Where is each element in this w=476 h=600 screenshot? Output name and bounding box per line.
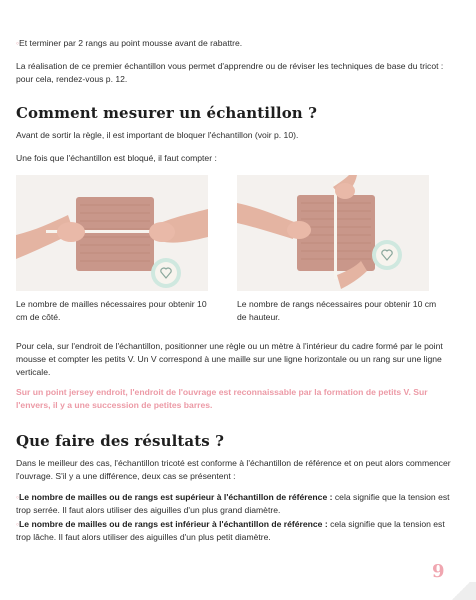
list-item: ◦Le nombre de mailles ou de rangs est supérieur à l'échantillon de référence : cela signifie que la tension est trop serrée. Il faut alors utiliser des aiguilles d'un plus grand diamètre. [16,492,450,515]
caption-left: Le nombre de mailles nécessaires pour obtenir 10 cm de côté. [16,299,207,322]
section-heading-measure: Comment mesurer un échantillon ? [16,104,318,122]
paragraph-count: Une fois que l'échantillon est bloqué, il faut compter : [16,153,217,163]
section-heading-results: Que faire des résultats ? [16,432,225,450]
tip-text: Sur un point jersey endroit, l'endroit de l'ouvrage est reconnaissable par la formation de petits V. Sur l'envers, il y a une succession de petites barres. [16,387,428,410]
list-item: ◦Le nombre de mailles ou de rangs est inférieur à l'échantillon de référence : cela signifie que la tension est trop lâche. Il faut alors utiliser des aiguilles d'un plus petit diamètre. [16,519,445,542]
intro-line: ◦Et terminer par 2 rangs au point mousse avant de rabattre. [16,38,243,48]
photo-measure-width [16,175,208,291]
paragraph-block-swatch: Avant de sortir la règle, il est important de bloquer l'échantillon (voir p. 10). [16,130,299,140]
photo-measure-height [237,175,429,291]
paragraph-method: Pour cela, sur l'endroit de l'échantillon, positionner une règle ou un mètre à l'intérieur du cadre formé par le point mousse et compter les petits V. Un V correspond à une maille sur une ligne horizontale ou un rang sur une ligne verticale. [16,341,443,377]
page-corner [446,582,476,600]
paragraph-results: Dans le meilleur des cas, l'échantillon tricoté est conforme à l'échantillon de référence et on peut alors commencer l'ouvrage. S'il y a une différence, deux cas se présentent : [16,458,451,481]
knitted-swatch-measured-vertically-photo [237,175,429,291]
intro-paragraph: La réalisation de ce premier échantillon vous permet d'apprendre ou de réviser les techniques de base du tricot : pour cela, rendez-vous p. 12. [16,61,444,84]
page-number: 9 [432,561,445,582]
knitted-swatch-measured-horizontally-photo [16,175,208,291]
caption-right: Le nombre de rangs nécessaires pour obtenir 10 cm de hauteur. [237,299,437,322]
